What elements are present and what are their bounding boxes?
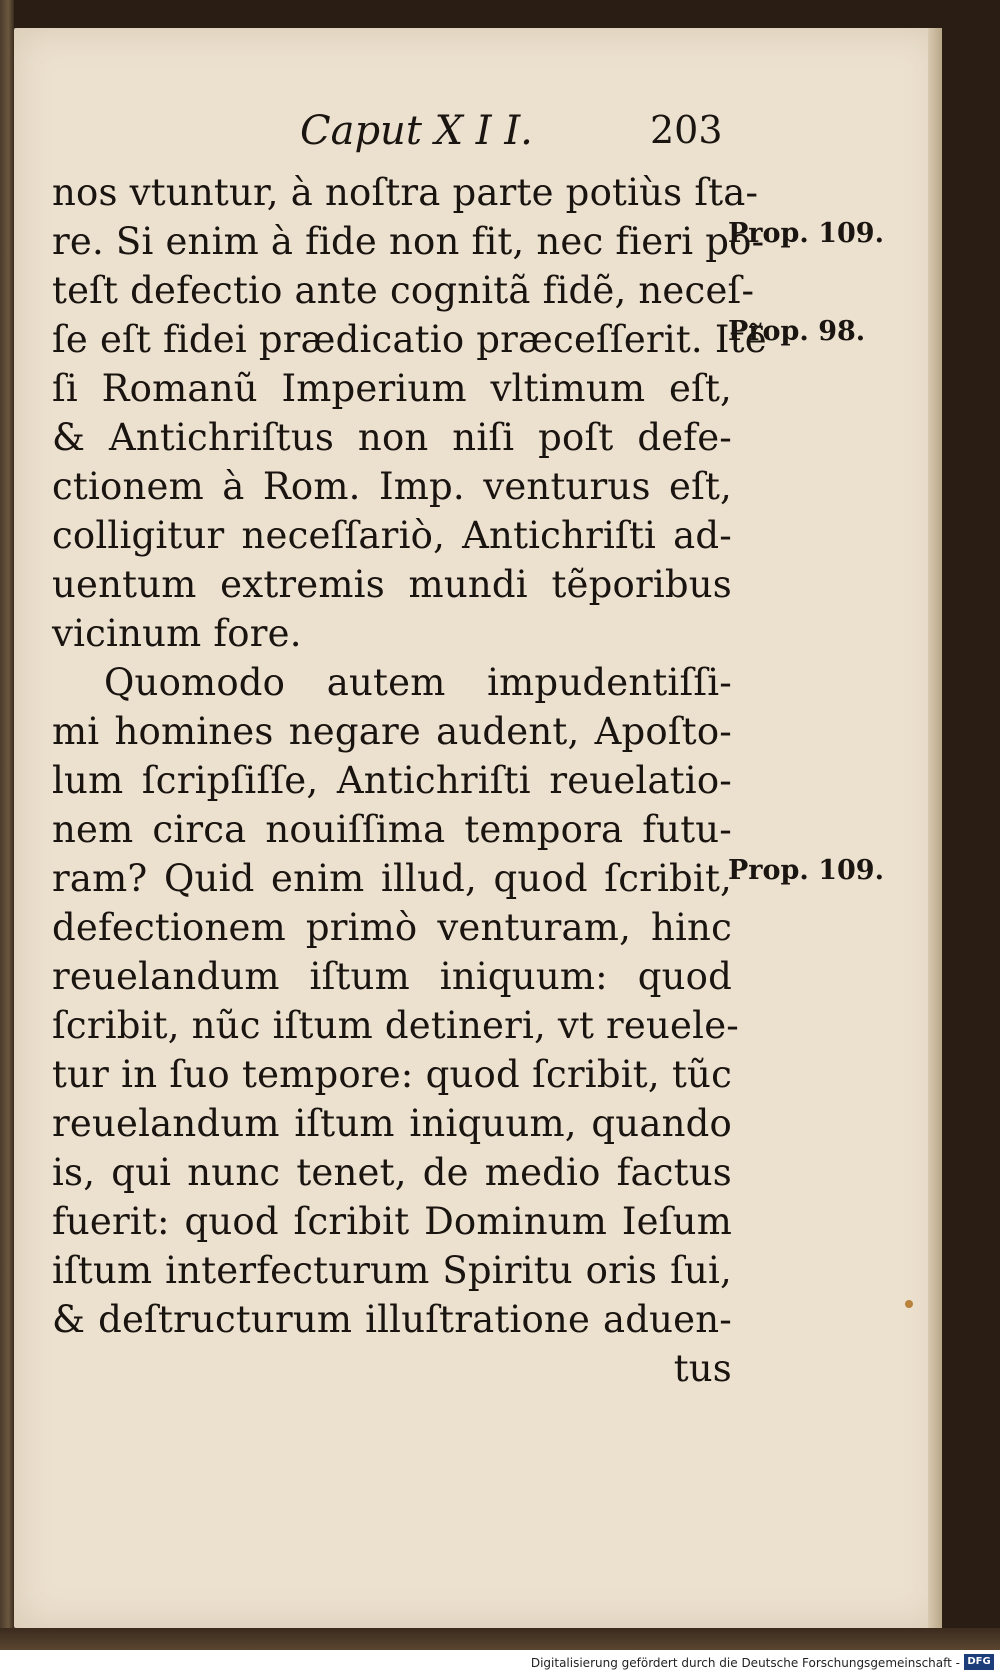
text-line: reuelandum iſtum iniquum, quando xyxy=(52,1102,732,1145)
text-line: tur in ſuo tempore: quod ſcribit, tũc xyxy=(52,1053,732,1096)
text-line: uentum extremis mundi tẽporibus xyxy=(52,563,732,606)
text-line: colligitur neceſſariò, Antichriſti ad- xyxy=(52,514,732,557)
text-line: re. Si enim à fide non fit, nec fieri po- xyxy=(52,220,765,263)
text-line: vicinum fore. xyxy=(52,612,302,655)
text-line: ſe eſt fidei prædicatio præceſſerit. Itẽ xyxy=(52,318,767,361)
text-line: nos vtuntur, à noſtra parte potiùs ſta- xyxy=(52,171,759,214)
text-line: & deſtructurum illuſtratione aduen- xyxy=(52,1298,732,1341)
paper-stain xyxy=(905,1300,913,1308)
text-line: lum ſcripſiſſe, Antichriſti reuelatio- xyxy=(52,759,732,802)
text-line: teſt defectio ante cognitã fidẽ, neceſ- xyxy=(52,269,755,312)
text-line: ſi Romanũ Imperium vltimum eſt, xyxy=(52,367,732,410)
text-line: & Antichriſtus non niſi poſt defe- xyxy=(52,416,732,459)
catchword: tus xyxy=(673,1347,732,1390)
running-head-title: Caput X I I. xyxy=(300,108,533,154)
text-line: mi homines negare audent, Apoſto- xyxy=(52,710,732,753)
text-line: nem circa nouiſſima tempora futu- xyxy=(52,808,732,851)
body-text xyxy=(52,168,767,1393)
margin-note-2: Prop. 98. xyxy=(728,316,866,347)
page-fore-edge xyxy=(928,28,942,1628)
text-line: ram? Quid enim illud, quod ſcribit, xyxy=(52,857,732,900)
text-line: ctionem à Rom. Imp. venturus eſt, xyxy=(52,465,732,508)
text-line: Quomodo autem impudentiſſi- xyxy=(104,661,732,704)
book-bottom-edge xyxy=(0,1628,1000,1650)
text-line: ſcribit, nũc iſtum detineri, vt reuele- xyxy=(52,1004,739,1047)
margin-note-1: Prop. 109. xyxy=(728,218,884,249)
text-line: fuerit: quod ſcribit Dominum Ieſum xyxy=(52,1200,732,1243)
dfg-logo-badge: DFG xyxy=(964,1654,994,1670)
footer-credit: Digitalisierung gefördert durch die Deutsche Forschungsgemeinschaft - xyxy=(530,1656,960,1670)
text-line: defectionem primò venturam, hinc xyxy=(52,906,732,949)
text-line: iſtum interfecturum Spiritu oris ſui, xyxy=(52,1249,732,1292)
margin-note-3: Prop. 109. xyxy=(728,855,884,886)
text-line: reuelandum iſtum iniquum: quod xyxy=(52,955,732,998)
book-spine-edge xyxy=(0,0,14,1650)
text-line: is, qui nunc tenet, de medio factus xyxy=(52,1151,732,1194)
page-number: 203 xyxy=(650,108,723,152)
